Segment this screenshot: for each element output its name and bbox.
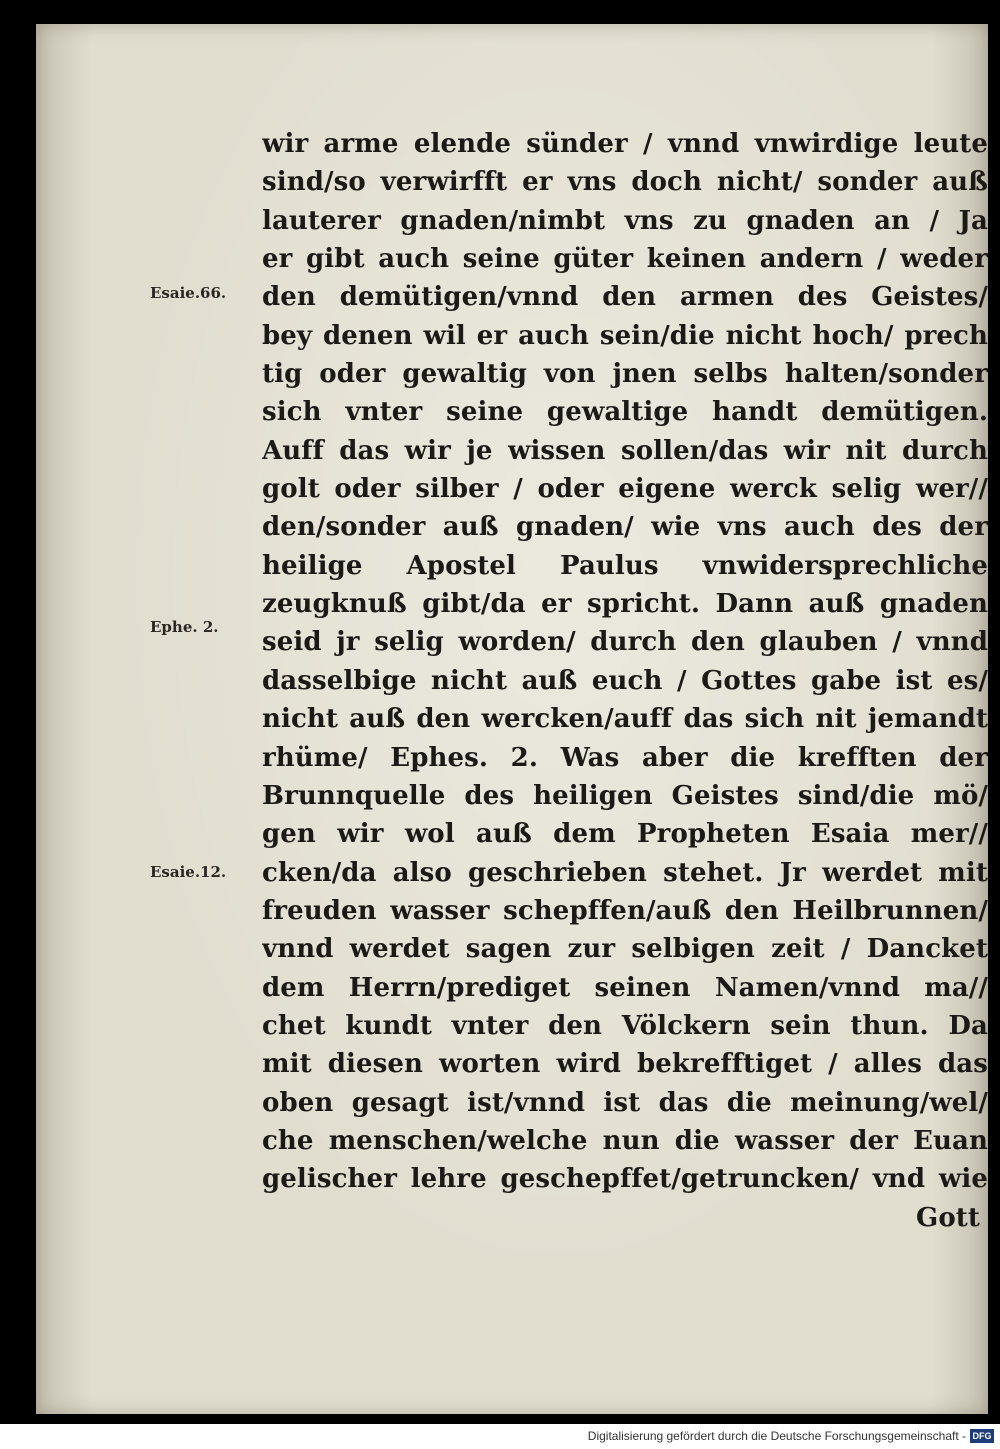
text-line: chet kundt vnter den Völckern sein thun. Da [262, 1010, 988, 1041]
text-line: den demütigen/vnnd den armen des Geistes/ [262, 282, 988, 313]
margin-note: Esaie.12. [150, 863, 227, 881]
text-line: zeugknuß gibt/da er spricht. Dann auß gnaden [262, 589, 988, 620]
margin-note: Esaie.66. [150, 284, 227, 302]
dfg-logo: DFG [970, 1429, 994, 1443]
funding-credit: Digitalisierung gefördert durch die Deutsche Forschungsgemeinschaft - [587, 1429, 966, 1443]
text-line: nicht auß den wercken/auff das sich nit jemandt [262, 704, 988, 735]
text-line: che menschen/welche nun die wasser der Euan [262, 1125, 988, 1156]
text-line: golt oder silber / oder eigene werck selig wer// [262, 474, 988, 505]
text-line: sich vnter seine gewaltige handt demütigen. [262, 397, 988, 428]
text-line: er gibt auch seine güter keinen andern / weder [262, 244, 988, 275]
text-line: dem Herrn/prediget seinen Namen/vnnd ma// [262, 972, 988, 1003]
text-line: Brunnquelle des heiligen Geistes sind/die mö/ [262, 780, 988, 811]
text-line: dasselbige nicht auß euch / Gottes gabe ist es/ [262, 665, 988, 696]
text-line: lauterer gnaden/nimbt vns zu gnaden an / Ja [262, 205, 988, 236]
text-line: cken/da also geschrieben stehet. Jr werdet mit [262, 857, 988, 888]
digitization-footer [0, 1424, 1000, 1449]
text-line: gen wir wol auß dem Propheten Esaia mer// [262, 819, 988, 850]
text-line: rhüme/ Ephes. 2. Was aber die krefften der [262, 742, 988, 773]
text-line: wir arme elende sünder / vnnd vnwirdige leute [262, 129, 988, 159]
text-line: vnnd werdet sagen zur selbigen zeit / Dancket [262, 934, 988, 965]
text-line: mit diesen worten wird bekrefftiget / alles das [262, 1049, 988, 1080]
text-line: gelischer lehre geschepffet/getruncken/ vnd wie [262, 1164, 988, 1195]
text-line: Auff das wir je wissen sollen/das wir nit durch [262, 435, 988, 466]
text-line: tig oder gewaltig von jnen selbs halten/sonder [262, 359, 988, 390]
catchword: Gott [916, 1202, 980, 1233]
body-text [262, 125, 988, 1237]
text-line: heilige Apostel Paulus vnwidersprechliche [262, 550, 988, 581]
text-line: oben gesagt ist/vnnd ist das die meinung/wel/ [262, 1087, 988, 1118]
margin-note: Ephe. 2. [150, 618, 219, 636]
text-line: bey denen wil er auch sein/die nicht hoch/ prech [262, 320, 988, 351]
text-line: seid jr selig worden/ durch den glauben / vnnd [262, 627, 988, 658]
text-line: den/sonder auß gnaden/ wie vns auch des der [262, 512, 988, 543]
text-line: sind/so verwirfft er vns doch nicht/ sonder auß [262, 167, 988, 198]
text-line: freuden wasser schepffen/auß den Heilbrunnen/ [262, 895, 988, 926]
